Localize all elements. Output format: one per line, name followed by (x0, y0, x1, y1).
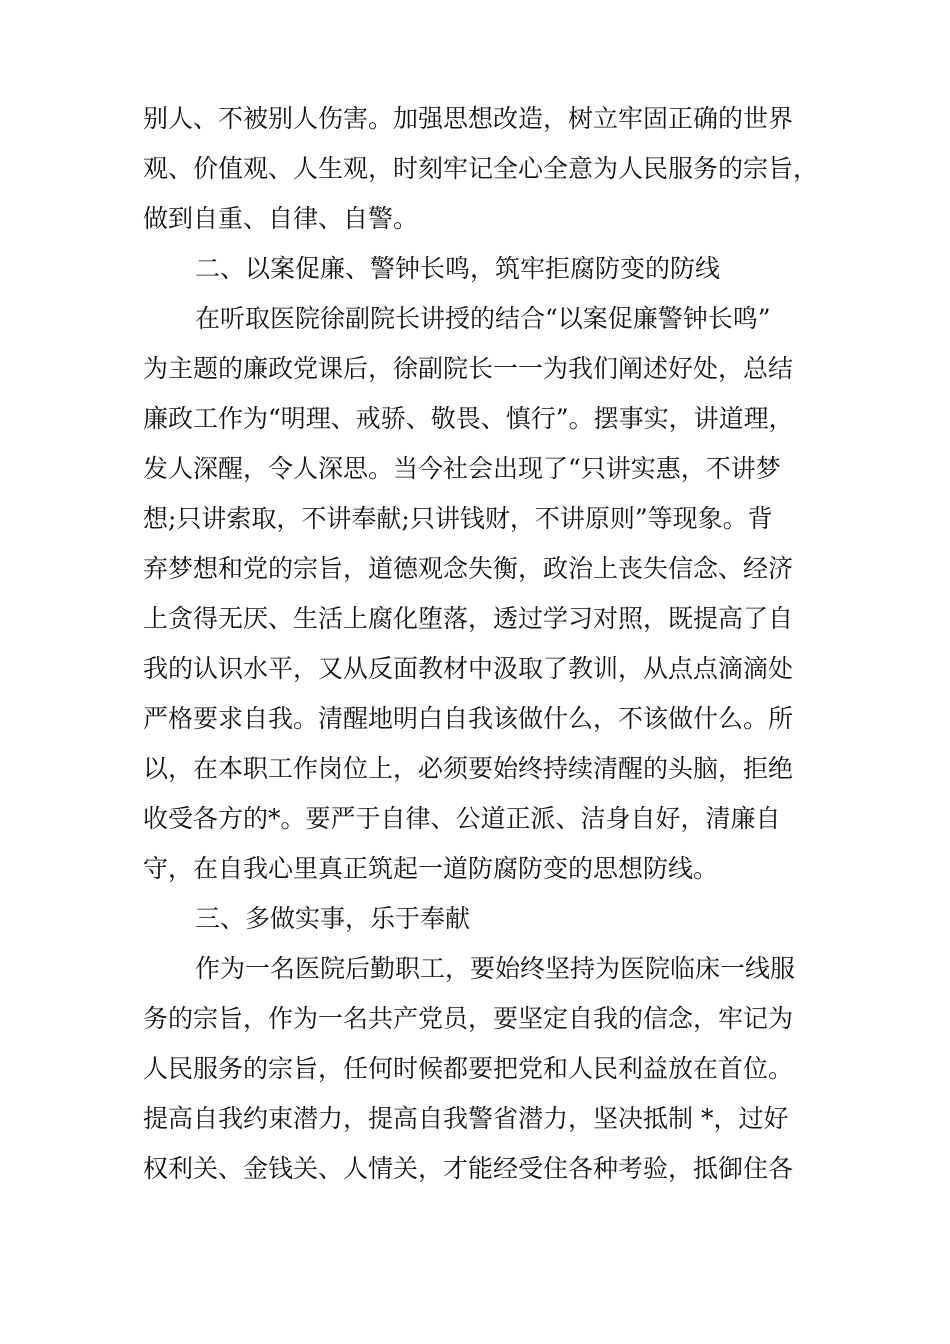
body-text-line: 严格要求自我。清醒地明白自我该做什么，不该做什么。所 (143, 704, 794, 733)
body-text-line: 人民服务的宗旨，任何时候都要把党和人民利益放在首位。 (143, 1054, 794, 1083)
body-text-line: 上贪得无厌、生活上腐化堕落，透过学习对照，既提高了自 (143, 604, 794, 633)
body-text-line: 提高自我约束潜力，提高自我警省潜力，坚决抵制 *，过好 (143, 1104, 789, 1133)
body-text-line: 权利关、金钱关、人情关，才能经受住各种考验，抵御住各 (143, 1154, 794, 1183)
body-text-line: 作为一名医院后勤职工，要始终坚持为医院临床一线服 (195, 954, 796, 983)
body-text-line: 廉政工作为“明理、戒骄、敬畏、慎行”。摆事实，讲道理， (143, 404, 794, 433)
body-text-line: 做到自重、自律、自警。 (143, 204, 419, 233)
body-text-line: 以，在本职工作岗位上，必须要始终持续清醒的头脑，拒绝 (143, 754, 794, 783)
body-text-line: 务的宗旨，作为一名共产党员，要坚定自我的信念，牢记为 (143, 1004, 794, 1033)
body-text-line: 想;只讲索取，不讲奉献;只讲钱财，不讲原则”等现象。背 (143, 504, 773, 533)
body-text-line: 为主题的廉政党课后，徐副院长一一为我们阐述好处，总结 (143, 354, 794, 383)
body-text-line: 我的认识水平，又从反面教材中汲取了教训，从点点滴滴处 (143, 654, 794, 683)
body-text-line: 别人、不被别人伤害。加强思想改造，树立牢固正确的世界 (143, 104, 794, 133)
body-text-line: 在听取医院徐副院长讲授的结合“以案促廉警钟长鸣” (195, 304, 771, 333)
body-text-line: 发人深醒，令人深思。当今社会出现了“只讲实惠，不讲梦 (143, 454, 781, 483)
body-text-line: 弃梦想和党的宗旨，道德观念失衡，政治上丧失信念、经济 (143, 554, 794, 583)
body-text-line: 观、价值观、人生观，时刻牢记全心全意为人民服务的宗旨， (143, 154, 819, 183)
body-text-line: 收受各方的*。要严于自律、公道正派、洁身自好，清廉自 (143, 804, 781, 833)
section-heading: 三、多做实事，乐于奉献 (195, 904, 471, 933)
section-heading: 二、以案促廉、警钟长鸣，筑牢拒腐防变的防线 (195, 254, 721, 283)
body-text-line: 守，在自我心里真正筑起一道防腐防变的思想防线。 (143, 854, 719, 883)
